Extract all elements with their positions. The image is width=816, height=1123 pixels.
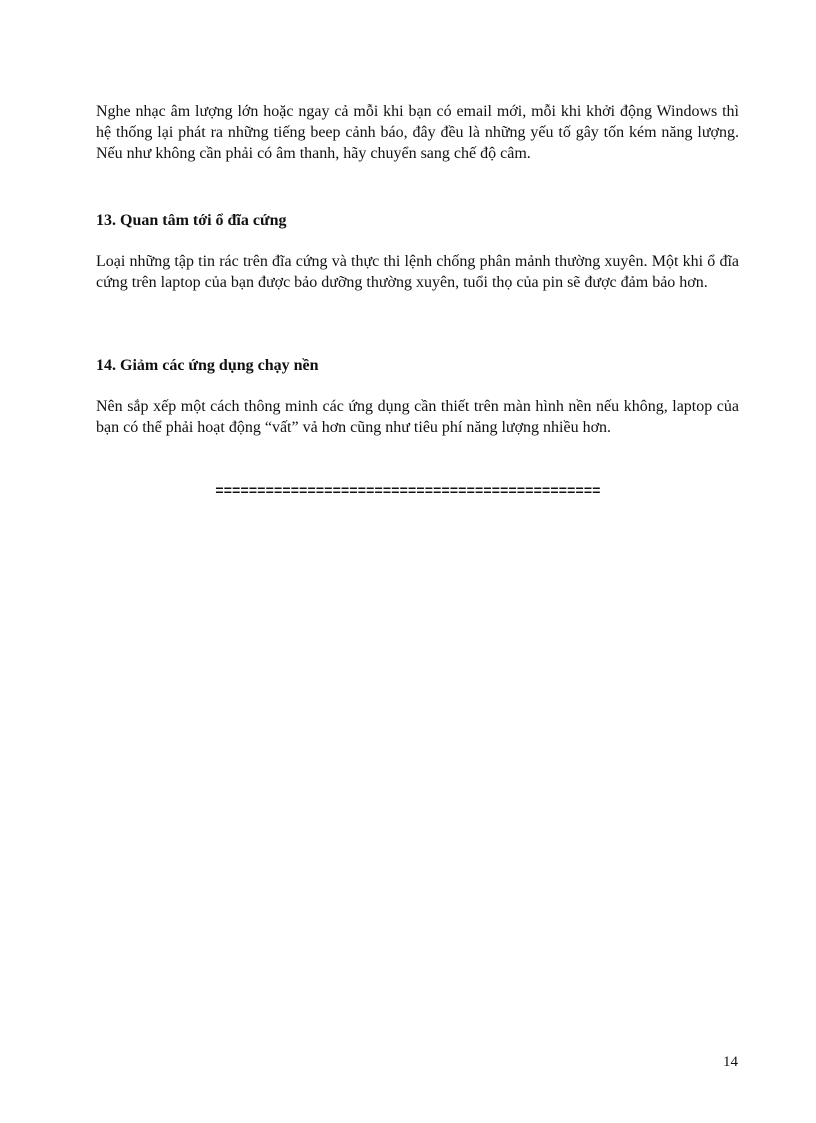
page-number: 14 — [723, 1054, 738, 1070]
section-13-body: Loại những tập tin rác trên đĩa cứng và thực thi lệnh chống phân mảnh thường xuyên. Một khi ổ đĩa cứng trên laptop của bạn được bảo dưỡng thường xuyên, tuổi thọ của pin sẽ được đảm bảo hơn. — [96, 253, 739, 291]
section-13-heading: 13. Quan tâm tới ổ đĩa cứng — [96, 212, 287, 229]
intro-paragraph: Nghe nhạc âm lượng lớn hoặc ngay cả mỗi khi bạn có email mới, mỗi khi khởi động Windows thì hệ thống lại phát ra những tiếng beep cảnh báo, đây đều là những yếu tố gây tốn kém năng lượng. Nếu như không cần phải có âm thanh, hãy chuyển sang chế độ câm. — [96, 103, 739, 162]
separator-line: ============================================== — [215, 482, 601, 498]
section-14-heading: 14. Giảm các ứng dụng chạy nền — [96, 357, 319, 374]
section-14-body: Nên sắp xếp một cách thông minh các ứng dụng cần thiết trên màn hình nền nếu không, laptop của bạn có thể phải hoạt động “vất” vả hơn cũng như tiêu phí năng lượng nhiều hơn. — [96, 398, 739, 436]
